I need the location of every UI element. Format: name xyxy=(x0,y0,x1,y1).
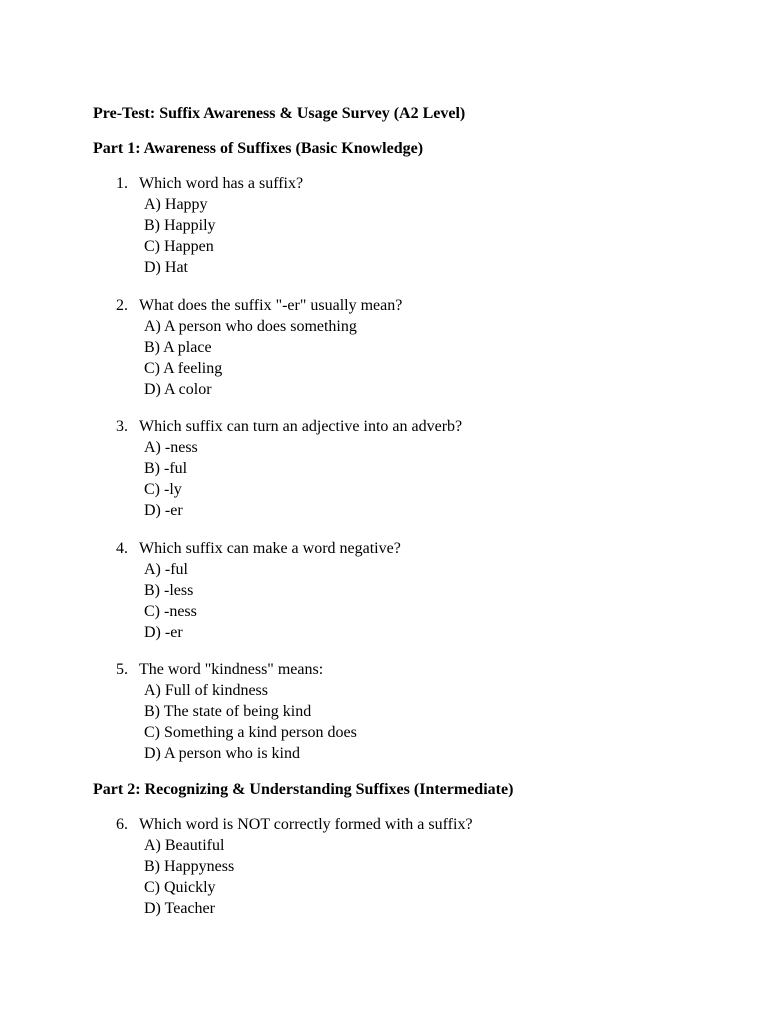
option-c: C) Happen xyxy=(144,238,214,255)
question-text: What does the suffix "-er" usually mean? xyxy=(139,297,403,314)
question-3 xyxy=(116,416,736,521)
question-4 xyxy=(116,538,736,643)
option-d: D) A person who is kind xyxy=(144,745,300,762)
question-1 xyxy=(116,173,736,278)
option-c: C) A feeling xyxy=(144,360,223,377)
part-2-heading: Part 2: Recognizing & Understanding Suffixes (Intermediate) xyxy=(93,781,514,798)
option-a: A) Happy xyxy=(144,196,208,213)
option-list xyxy=(116,194,736,278)
question-6-line xyxy=(116,814,736,835)
question-number: 6. xyxy=(116,816,128,833)
question-1-line xyxy=(116,173,736,194)
option-d: D) -er xyxy=(144,502,183,519)
question-number: 2. xyxy=(116,297,128,314)
option-c: C) Something a kind person does xyxy=(144,724,357,741)
option-a: A) -ness xyxy=(144,439,198,456)
option-c: C) Quickly xyxy=(144,879,216,896)
option-d: D) -er xyxy=(144,624,183,641)
question-4-line xyxy=(116,538,736,559)
question-text: Which word has a suffix? xyxy=(139,175,304,192)
option-b: B) -ful xyxy=(144,460,188,477)
option-list xyxy=(116,437,736,521)
question-2 xyxy=(116,295,736,400)
question-text: Which suffix can turn an adjective into an adverb? xyxy=(139,418,463,435)
document-title: Pre-Test: Suffix Awareness & Usage Survey (A2 Level) xyxy=(93,105,466,122)
option-d: D) Teacher xyxy=(144,900,215,917)
question-number: 5. xyxy=(116,661,128,678)
question-2-line xyxy=(116,295,736,316)
option-d: D) Hat xyxy=(144,259,188,276)
question-number: 1. xyxy=(116,175,128,192)
part-1-heading: Part 1: Awareness of Suffixes (Basic Knowledge) xyxy=(93,140,424,157)
question-number: 3. xyxy=(116,418,128,435)
option-b: B) Happily xyxy=(144,217,216,234)
option-c: C) -ness xyxy=(144,603,197,620)
option-b: B) A place xyxy=(144,339,212,356)
option-a: A) Full of kindness xyxy=(144,682,268,699)
question-text: Which suffix can make a word negative? xyxy=(139,540,401,557)
option-list xyxy=(116,559,736,643)
option-list xyxy=(116,316,736,400)
option-list xyxy=(116,680,736,764)
question-6 xyxy=(116,814,736,919)
question-5-line xyxy=(116,659,736,680)
option-list xyxy=(116,835,736,919)
question-text: The word "kindness" means: xyxy=(139,661,324,678)
option-b: B) The state of being kind xyxy=(144,703,312,720)
question-text: Which word is NOT correctly formed with a suffix? xyxy=(139,816,473,833)
option-a: A) -ful xyxy=(144,561,188,578)
option-c: C) -ly xyxy=(144,481,182,498)
option-a: A) A person who does something xyxy=(144,318,357,335)
option-a: A) Beautiful xyxy=(144,837,225,854)
question-5 xyxy=(116,659,736,764)
question-number: 4. xyxy=(116,540,128,557)
option-b: B) Happyness xyxy=(144,858,235,875)
question-3-line xyxy=(116,416,736,437)
option-b: B) -less xyxy=(144,582,194,599)
option-d: D) A color xyxy=(144,381,212,398)
